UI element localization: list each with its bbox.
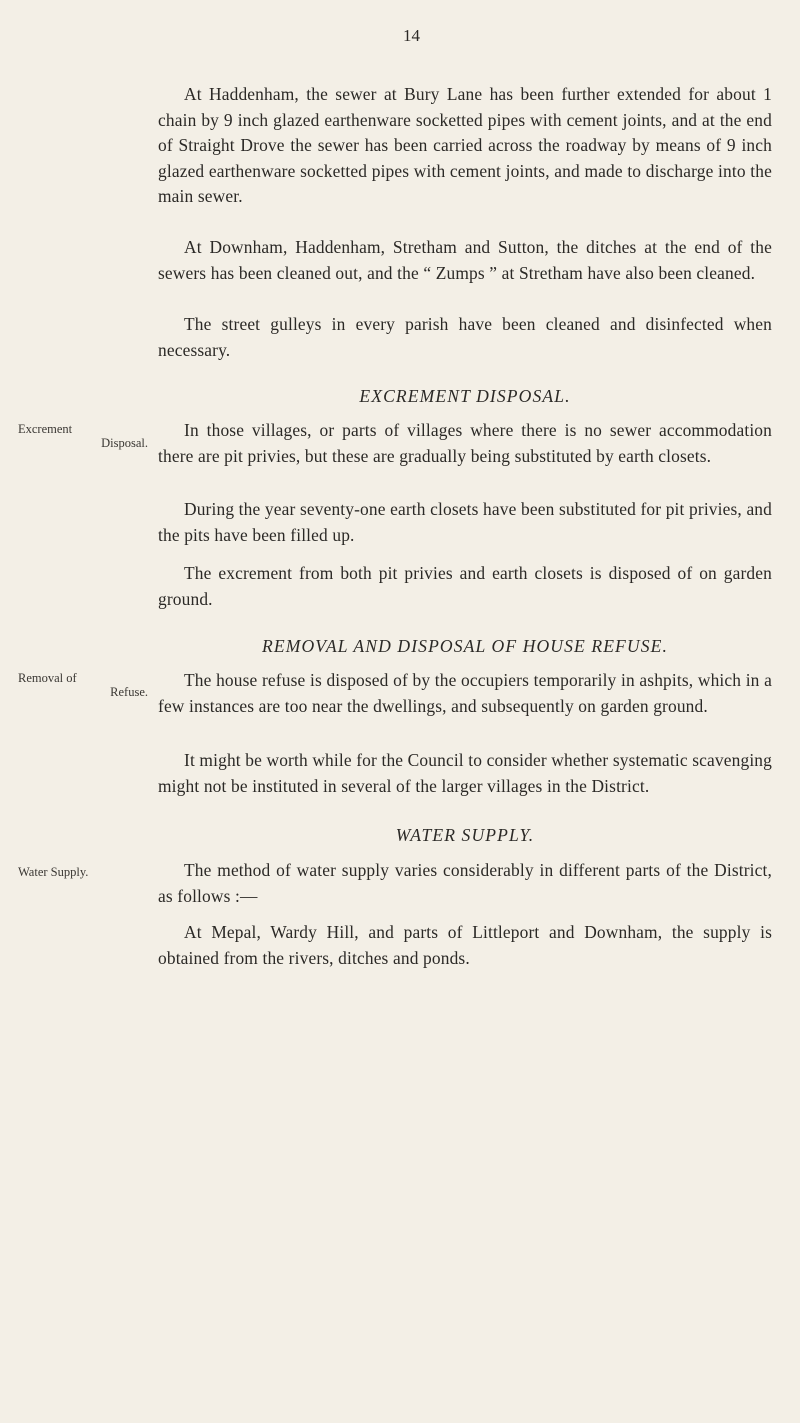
paragraph-mepal-wardy-hill: At Mepal, Wardy Hill, and parts of Littleport and Downham, the supply is obtained from the rivers, ditches and ponds. — [158, 922, 772, 968]
heading-excrement-disposal: EXCREMENT DISPOSAL. — [359, 386, 571, 406]
margin-note-excrement-disposal — [18, 422, 150, 450]
paragraph-street-gulleys: The street gulleys in every parish have been cleaned and disinfected when necessary. — [158, 314, 772, 360]
heading-water-supply: WATER SUPPLY. — [395, 825, 535, 845]
margin-note-line: Water Supply. — [18, 865, 89, 879]
margin-note-line: Removal of — [18, 671, 77, 685]
paragraph-earth-closets-substituted: During the year seventy-one earth closets have been substituted for pit privies, and the pits have been filled up. — [158, 499, 772, 545]
margin-note-water-supply — [18, 865, 150, 879]
paragraph-water-supply-method: The method of water supply varies considerably in different parts of the District, as follows :— — [158, 860, 772, 906]
margin-note-line: Refuse. — [110, 685, 148, 699]
paragraph-pit-privies: In those villages, or parts of villages where there is no sewer accommodation there are pit privies, but these are gradually being substituted by earth closets. — [158, 420, 772, 466]
paragraph-excrement-garden-ground: The excrement from both pit privies and earth closets is disposed of on garden ground. — [158, 563, 772, 609]
margin-note-line: Excrement — [18, 422, 73, 436]
paragraph-ditches-cleaned: At Downham, Haddenham, Stretham and Sutton, the ditches at the end of the sewers has been cleaned out, and the “ Zumps ” at Stretham have also been cleaned. — [158, 237, 772, 283]
paragraph-systematic-scavenging: It might be worth while for the Council to consider whether systematic scavenging might not be instituted in several of the larger villages in the District. — [158, 750, 772, 796]
paragraph-bury-lane-sewer: At Haddenham, the sewer at Bury Lane has been further extended for about 1 chain by 9 inch glazed earthenware socketted pipes with cement joints, and at the end of Straight Drove the sewer has been carried across the roadway by means of 9 inch glazed earthenware socketted pipes with cement joints, and made to discharge into the main sewer. — [158, 84, 772, 207]
margin-note-removal-of-refuse — [18, 671, 150, 699]
paragraph-house-refuse-ashpits: The house refuse is disposed of by the occupiers temporarily in ashpits, which in a few instances are too near the dwellings, and subsequently on garden ground. — [158, 670, 772, 716]
page-number: 14 — [403, 26, 420, 45]
heading-removal-house-refuse: REMOVAL AND DISPOSAL OF HOUSE REFUSE. — [262, 636, 668, 656]
margin-note-line: Disposal. — [101, 436, 148, 450]
